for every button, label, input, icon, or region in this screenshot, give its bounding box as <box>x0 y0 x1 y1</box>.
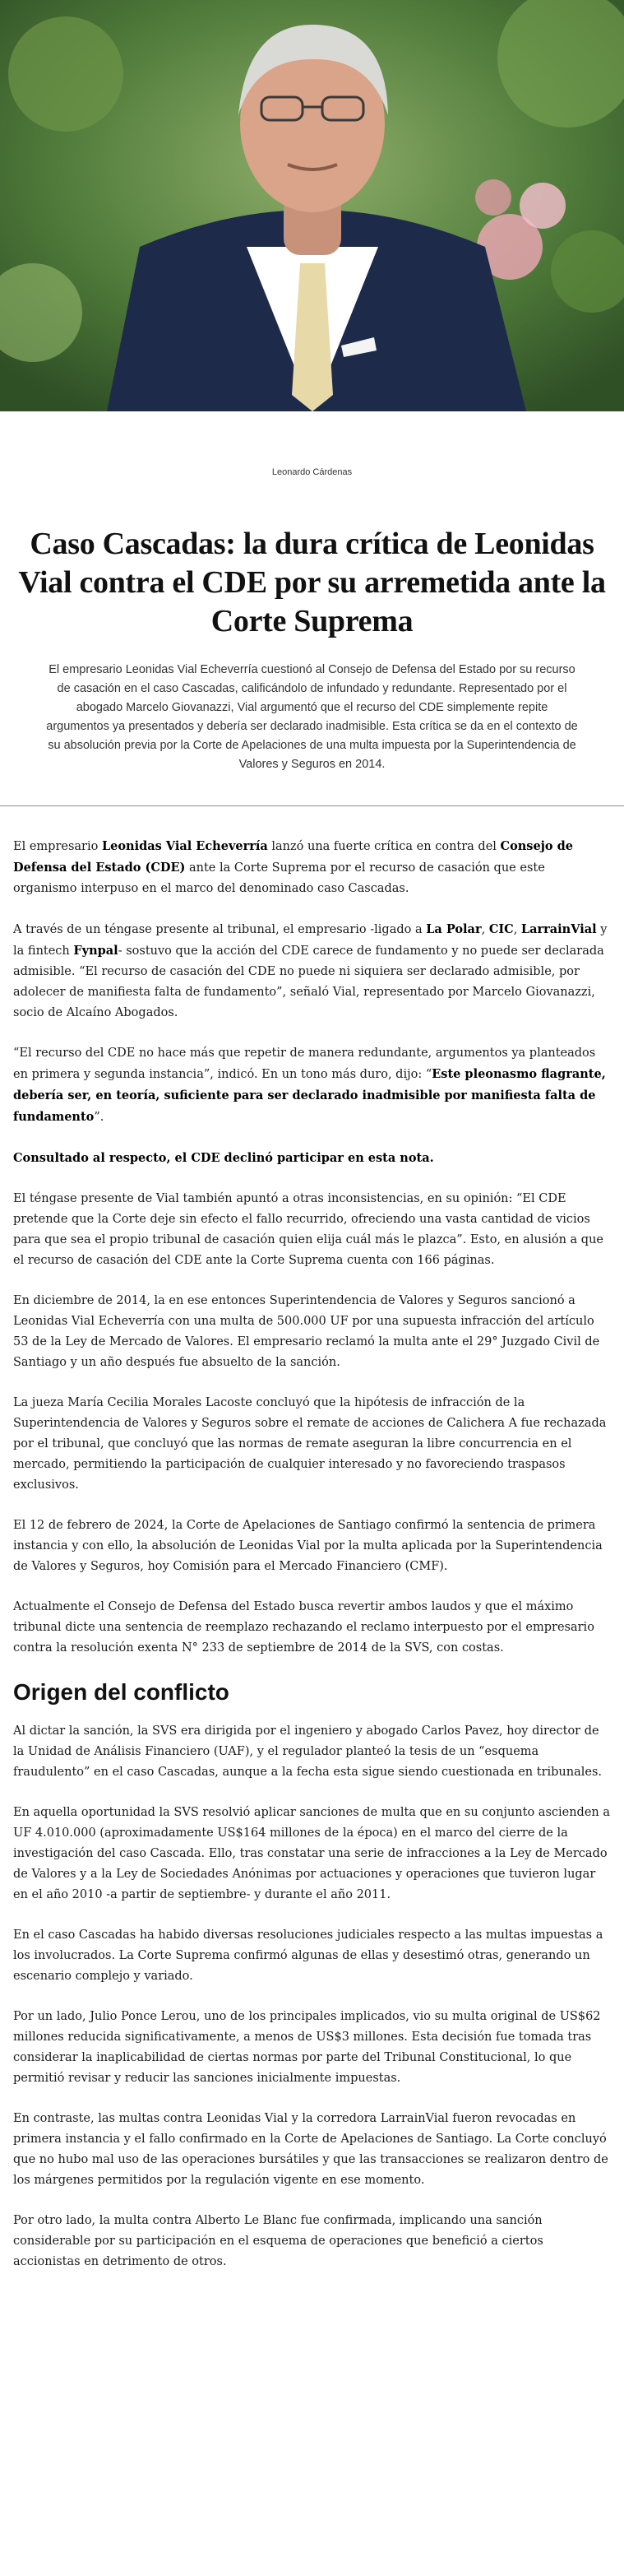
paragraph-15: Por otro lado, la multa contra Alberto Le Blanc fue confirmada, implicando una sanción considerable por su participación en el esquema de operaciones que benefició a ciertos accionistas en detrimento de otros. <box>13 2214 543 2268</box>
portrait-illustration <box>0 0 624 411</box>
bold-company-lapolar: La Polar <box>426 922 482 936</box>
paragraph-14: En contraste, las multas contra Leonidas Vial y la corredora LarrainVial fueron revocadas en primera instancia y el fallo confirmado en la Corte de Apelaciones de Santiago. La Corte concluyó que no hubo mal uso de las operaciones bursátiles y que las transacciones se realizaron dentro de los márgenes permitidos por la regulación vigente en ese momento. <box>13 2112 608 2187</box>
article-title: Caso Cascadas: la dura crítica de Leonidas Vial contra el CDE por su arremetida ante la Corte Suprema <box>18 527 606 638</box>
bold-statement: Consultado al respecto, el CDE declinó participar en esta nota. <box>13 1151 434 1165</box>
bold-company-cic: CIC <box>488 922 514 936</box>
paragraph-1: El empresario Leonidas Vial Echeverría lanzó una fuerte crítica en contra del Consejo de Defensa del Estado (CDE) ante la Corte Suprema por el recurso de casación que este organismo interpuso en el marco del denominado caso Cascadas. <box>13 839 574 895</box>
bold-org: Consejo de Defensa del Estado (CDE) <box>13 839 574 875</box>
paragraph-7: La jueza María Cecilia Morales Lacoste concluyó que la hipótesis de infracción de la Superintendencia de Valores y Seguros sobre el remate de acciones de Calichera A fue rechazada por el tribunal, que concluyó que las normas de remate aseguran la libre concurrencia en el mercado, permitiendo la participación de cualquier interesado y no favoreciendo traspasos exclusivos. <box>13 1396 607 1492</box>
paragraph-9: Actualmente el Consejo de Defensa del Estado busca revertir ambos laudos y que el máximo tribunal dicte una sentencia de reemplazo rechazando el reclamo interpuesto por el empresario contra la resolución exenta N° 233 de septiembre de 2014 de la SVS, con costas. <box>13 1600 594 1655</box>
photo-credit: Leonardo Cárdenas <box>271 467 353 477</box>
paragraph-11: En aquella oportunidad la SVS resolvió aplicar sanciones de multa que en su conjunto ascienden a UF 4.010.000 (aproximadamente US$164 millones de la época) en el marco del cierre de la investigación del caso Cascada. Ello, tras constatar una serie de infracciones a la Ley de Mercado de Valores y a la Ley de Sociedades Anónimas por actuaciones y operaciones que tuvieron lugar en el año 2010 -a partir de septiembre- y durante el año 2011. <box>13 1806 611 1901</box>
paragraph-8: El 12 de febrero de 2024, la Corte de Apelaciones de Santiago confirmó la sentencia de primera instancia y con ello, la absolución de Leonidas Vial por la multa aplicada por la Superintendencia de Valores y Seguros, hoy Comisión para el Mercado Financiero (CMF). <box>13 1519 603 1573</box>
paragraph-4 <box>13 1148 611 1169</box>
paragraph-12: En el caso Cascadas ha habido diversas resoluciones judiciales respecto a las multas impuestas a los involucrados. La Corte Suprema confirmó algunas de ellas y desestimó otras, generando un escenario complejo y variado. <box>13 1929 603 1983</box>
hero-photo <box>0 0 624 411</box>
paragraph-3: “El recurso del CDE no hace más que repetir de manera redundante, argumentos ya planteados en primera y segunda instancia”, indicó. En un tono más duro, dijo: “Este pleonasmo flagrante, debería ser, en teoría, suficiente para ser declarado inadmisible por manifiesta falta de fundamento”. <box>13 1047 606 1124</box>
paragraph-6: En diciembre de 2014, la en ese entonces Superintendencia de Valores y Seguros sancionó a Leonidas Vial Echeverría con una multa de 500.000 UF por una supuesta infracción del artículo 53 de la Ley de Mercado de Valores. El empresario reclamó la multa ante el 29° Juzgado Civil de Santiago y un año después fue absuelto de la sanción. <box>13 1294 600 1369</box>
bold-company-larrainvial: LarrainVial <box>520 922 597 936</box>
paragraph-5: El téngase presente de Vial también apuntó a otras inconsistencias, en su opinión: “El CDE pretende que la Corte deje sin efecto el fallo recurrido, ofreciendo una vasta cantidad de vicios para que sea el propio tribunal de casación quien elija cuál más le plazca”. Esto, en alusión a que el recurso de casación del CDE ante la Corte Suprema cuenta con 166 páginas. <box>13 1192 604 1267</box>
divider <box>0 805 624 806</box>
bold-company-fynpal: Fynpal <box>73 944 118 958</box>
article-lede: El empresario Leonidas Vial Echeverría cuestionó al Consejo de Defensa del Estado por su recurso de casación en el caso Cascadas, calificándolo de infundado y redundante. Representado por el abogado Marcelo Giovanazzi, Vial argumentó que el recurso del CDE simplemente repite argumentos ya presentados y debería ser declarado inadmisible. Esta crítica se da en el contexto de su absolución previa por la Corte de Apelaciones de una multa impuesta por la Superintendencia de Valores y Seguros en 2014. <box>46 663 578 771</box>
section-heading: Origen del conflicto <box>13 1679 229 1705</box>
bold-name: Leonidas Vial Echeverría <box>101 839 268 853</box>
paragraph-10: Al dictar la sanción, la SVS era dirigida por el ingeniero y abogado Carlos Pavez, hoy director de la Unidad de Análisis Financiero (UAF), y el regulador planteó la tesis de un “esquema fraudulento” en el caso Cascadas, aunque a la fecha esta sigue siendo cuestionada en tribunales. <box>13 1724 603 1779</box>
paragraph-2: A través de un téngase presente al tribunal, el empresario -ligado a La Polar, CIC, LarrainVial y la fintech Fynpal- sostuvo que la acción del CDE carece de fundamento y no puede ser declarada admisible. “El recurso de casación del CDE no puede ni siquiera ser declarado admisible, por adolecer de manifiesta falta de fundamento”, señaló Vial, representado por Marcelo Giovanazzi, socio de Alcaíno Abogados. <box>13 922 608 1019</box>
paragraph-13: Por un lado, Julio Ponce Lerou, uno de los principales implicados, vio su multa original de US$62 millones reducida significativamente, a menos de US$3 millones. Esta decisión fue tomada tras considerar la inaplicabilidad de ciertas normas por parte del Tribunal Constitucional, lo que permitió revisar y reducir las sanciones inicialmente impuestas. <box>13 2010 601 2085</box>
bold-quote: Este pleonasmo flagrante, debería ser, en teoría, suficiente para ser declarado inadmisible por manifiesta falta de fundamento <box>13 1067 606 1124</box>
article-body <box>0 813 624 2272</box>
